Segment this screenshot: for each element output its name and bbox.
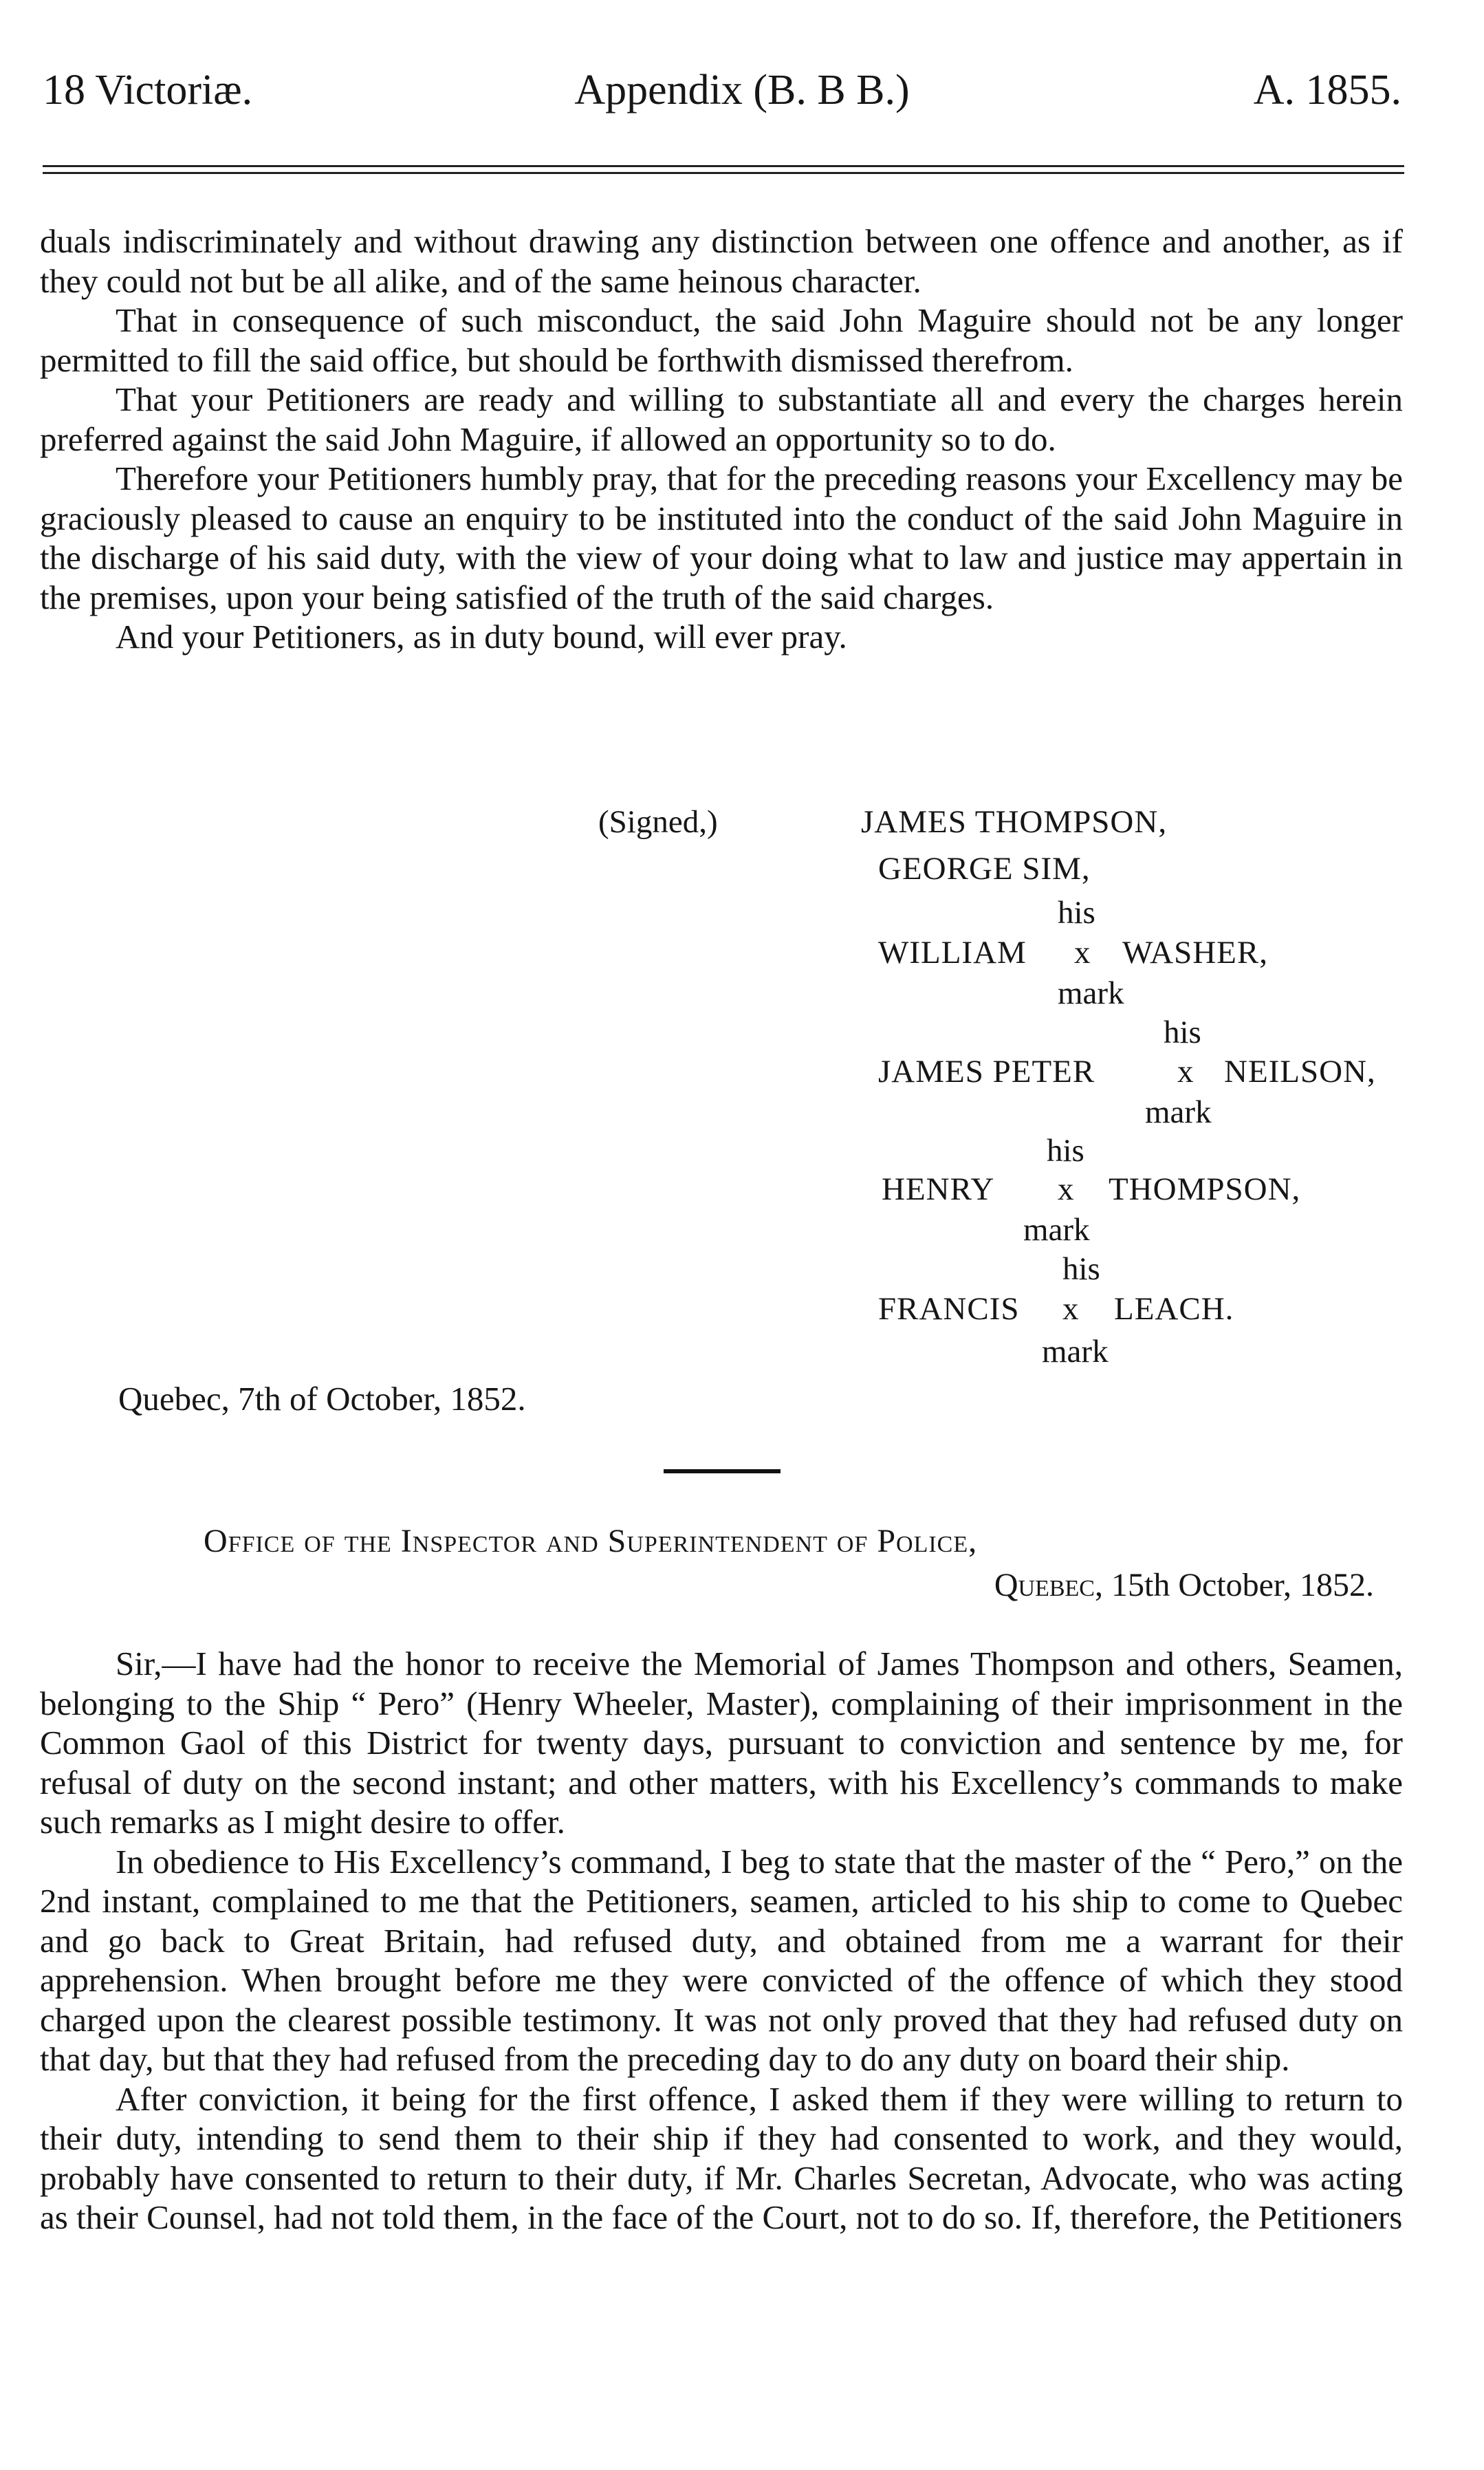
signature-x-mark: x: [1058, 1171, 1074, 1207]
letter-text: [40, 1644, 1403, 2238]
header-year: A. 1855.: [1253, 67, 1401, 113]
petition-paragraph: duals indiscriminately and without drawing any distinction between one offence and another, as if they could not but be all alike, and of the same heinous character.: [40, 222, 1403, 300]
signature-james-thompson: JAMES THOMPSON,: [861, 804, 1168, 840]
signature-x-mark: x: [1074, 935, 1091, 971]
signature-x-mark: x: [1062, 1291, 1079, 1327]
his-label: his: [1062, 1251, 1100, 1287]
mark-label: mark: [1023, 1212, 1090, 1248]
letter-date: 15th October, 1852.: [1111, 1567, 1374, 1603]
signature-james-peter-first: JAMES PETER: [878, 1054, 1095, 1090]
header-appendix: Appendix (B. B B.): [574, 67, 910, 113]
signed-label: (Signed,): [598, 804, 718, 840]
signature-francis-last: LEACH.: [1114, 1291, 1234, 1327]
header-session: 18 Victoriæ.: [43, 67, 253, 113]
signature-francis-first: FRANCIS: [878, 1291, 1020, 1327]
signature-george-sim: GEORGE SIM,: [878, 851, 1091, 887]
signature-james-peter-last: NEILSON,: [1224, 1054, 1376, 1090]
petition-paragraph: That your Petitioners are ready and willing to substantiate all and every the charges herein preferred against the said John Maguire, if allowed an opportunity so to do.: [40, 380, 1403, 458]
office-heading: Office of the Inspector and Superintendent of Police,: [204, 1523, 978, 1559]
petition-paragraph: And your Petitioners, as in duty bound, will ever pray.: [116, 618, 847, 656]
letter-city: Quebec,: [994, 1567, 1103, 1603]
petition-paragraph: That in consequence of such misconduct, the said John Maguire should not be any longer permitted to fill the said office, but should be forthwith dismissed therefrom.: [40, 301, 1403, 379]
petition-paragraph: Therefore your Petitioners humbly pray, that for the preceding reasons your Excellency may be graciously pleased to cause an enquiry to be instituted into the conduct of the said John Maguire in the discharge of his said duty, with the view of your doing what to law and justice may appertain in the premises, upon your being satisfied of the truth of the said charges.: [40, 459, 1403, 616]
his-label: his: [1058, 895, 1095, 931]
signature-william-last: WASHER,: [1122, 935, 1268, 971]
mark-label: mark: [1058, 975, 1124, 1011]
letter-paragraph: In obedience to His Excellency’s command, I beg to state that the master of the “ Pero,” on the 2nd instant, complained to me that the Petitioners, seamen, articled to his ship to come to Quebec and go back to Great Britain, had refused duty, and obtained from me a warrant for their apprehension. When brought before me they were convicted of the offence of which they stood charged upon the clearest possible testimony. It was not only proved that they had refused duty on that day, but that they had refused from the preceding day to do any duty on board their ship.: [40, 1842, 1403, 2078]
letter-paragraph: After conviction, it being for the first offence, I asked them if they were willing to return to their duty, intending to send them to their ship if they had consented to work, and they would, probably have consented to return to their duty, if Mr. Charles Secretan, Advocate, who was acting as their Counsel, had not told them, in the face of the Court, not to do so. If, therefore, the Petitioners: [40, 2079, 1403, 2236]
his-label: his: [1047, 1133, 1084, 1169]
mark-label: mark: [1042, 1334, 1109, 1369]
petition-text: [40, 221, 1403, 657]
signature-henry-last: THOMPSON,: [1109, 1171, 1301, 1207]
place-date: Quebec, 7th of October, 1852.: [118, 1380, 526, 1418]
letter-dateline: [994, 1566, 1374, 1604]
header-rule-bottom: [43, 172, 1404, 174]
signature-x-mark: x: [1177, 1054, 1194, 1090]
header-rule-top: [43, 165, 1404, 167]
signature-henry-first: HENRY: [882, 1171, 995, 1207]
letter-paragraph: Sir,—I have had the honor to receive the Memorial of James Thompson and others, Seamen, belonging to the Ship “ Pero” (Henry Wheeler, Master), complaining of their imprisonment in the Common Gaol of this District for twenty days, pursuant to conviction and sentence by me, for refusal of duty on the second instant; and other matters, with his Excellency’s commands to make such remarks as I might desire to offer.: [40, 1645, 1403, 1841]
signature-william-first: WILLIAM: [878, 935, 1027, 971]
section-divider: [664, 1469, 781, 1473]
mark-label: mark: [1145, 1094, 1212, 1130]
his-label: his: [1164, 1015, 1201, 1050]
